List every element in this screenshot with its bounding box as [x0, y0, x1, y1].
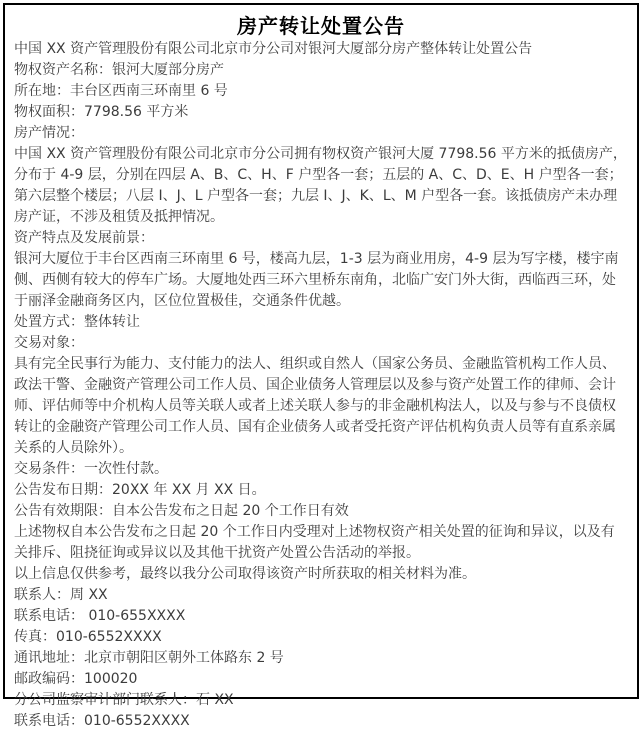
transaction-target-label: 交易对象： — [14, 335, 84, 351]
disposal-method-line: 处置方式：整体转让 — [14, 314, 140, 330]
transaction-terms-line: 交易条件：一次性付款。 — [14, 461, 168, 477]
asset-features-label: 资产特点及发展前景： — [14, 230, 154, 246]
page-title: 房产转让处置公告 — [237, 14, 405, 38]
audit-contact-phone-line: 联系电话：010-6552XXXX — [14, 713, 190, 729]
validity-period-line: 公告有效期限：自本公告发布之日起 20 个工作日有效 — [14, 503, 349, 519]
subtitle-line: 中国 XX 资产管理股份有限公司北京市分公司对银河大厦部分房产整体转让处置公告 — [14, 41, 533, 57]
announcement-page — [3, 3, 639, 729]
location-line: 所在地：丰台区西南三环南里 6 号 — [14, 83, 228, 99]
contact-person-line: 联系人：周 XX — [14, 587, 108, 603]
objection-paragraph: 上述物权自本公告发布之日起 20 个工作日内受理对上述物权资产相关处置的征询和异议，以及有关排斥、阻挠征询或异议以及其他干扰资产处置公告活动的举报。 — [14, 524, 615, 561]
fax-line: 传真：010-6552XXXX — [14, 629, 162, 645]
postal-code-line: 邮政编码：100020 — [14, 671, 138, 687]
asset-features-paragraph: 银河大厦位于丰台区西南三环南里 6 号，楼高九层，1-3 层为商业用房，4-9 层为写字楼，楼宇南侧、西侧有较大的停车广场。大厦地处西三环六里桥东南角，北临广安门外大街，西临西三环，处于丽泽金融商务区内，区位位置极佳，交通条件优越。 — [14, 251, 619, 309]
mailing-address-line: 通讯地址：北京市朝阳区朝外工体路东 2 号 — [14, 650, 284, 666]
property-status-label: 房产情况： — [14, 125, 84, 141]
asset-name-line: 物权资产名称：银河大厦部分房产 — [14, 62, 224, 78]
announcement-date-line: 公告发布日期：20XX 年 XX 月 XX 日。 — [14, 482, 266, 498]
area-line: 物权面积：7798.56 平方米 — [14, 104, 189, 120]
announcement-body — [14, 39, 628, 732]
disclaimer-line: 以上信息仅供参考，最终以我分公司取得该资产时所获取的相关材料为准。 — [14, 566, 476, 582]
contact-phone-line: 联系电话： 010-655XXXX — [14, 608, 186, 624]
audit-contact-person-line: 分公司监察审计部门联系人：石 XX — [14, 692, 234, 708]
property-status-paragraph: 中国 XX 资产管理股份有限公司北京市分公司拥有物权资产银河大厦 7798.56 平方米的抵债房产，分布于 4-9 层，分别在四层 A、B、C、H、F 户型各一套；五层的 A、C、D、E、H 户型各一套；第六层整个楼层；八层 I、J、L 户型各一套；九层 I、J、K、L、M 户型各一套。该抵债房产未办理房产证，不涉及租赁及抵押情况。 — [14, 146, 627, 225]
transaction-target-paragraph: 具有完全民事行为能力、支付能力的法人、组织或自然人（国家公务员、金融监管机构工作人员、政法干警、金融资产管理公司工作人员、国企业债务人管理层以及参与资产处置工作的律师、会计师、评估师等中介机构人员等关联人或者上述关联人参与的非金融机构法人，以及与参与不良债权转让的金融资产管理公司工作人员、国有企业债务人或者受托资产评估机构负责人员等有直系亲属关系的人员除外）。 — [14, 356, 616, 456]
